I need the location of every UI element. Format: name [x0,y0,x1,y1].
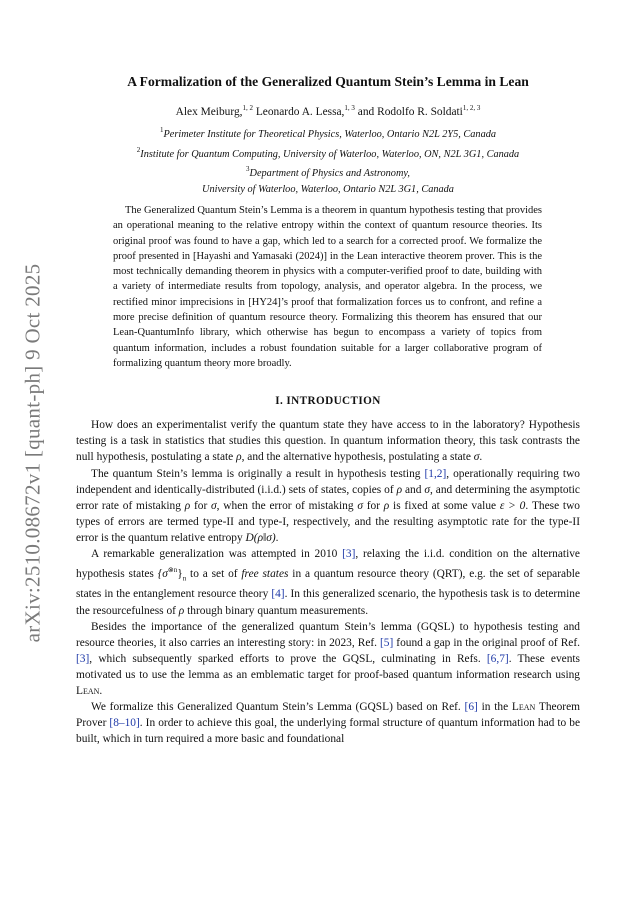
author-name: Rodolfo R. Soldati [377,106,463,118]
author-affiliation-mark: 1, 3 [344,104,355,112]
citation-link[interactable]: [3] [76,652,90,665]
author-conjunction: and [357,106,375,118]
affiliation-line [76,123,580,143]
citation-link[interactable]: 7] [499,652,509,665]
citation-link[interactable]: [1, [424,467,437,480]
paragraph: How does an experimentalist verify the quantum state they have access to in the laboratory? Hypothesis testing is a task in statistics that studies this question. In quantum information theory, this task contrasts the null hypothesis, postulating a state ρ, and the alternative hypothesis, postulating a state σ. [76,419,580,464]
abstract-text: The Generalized Quantum Stein’s Lemma is a theorem in quantum hypothesis testing that provides an operational meaning to the relative entropy within the context of quantum resource theories. Its original proof was found to have a gap, which led to a search for a corrected proof. We formalize the proof presented in [Hayashi and Yamasaki (2024)] in the Lean interactive theorem prover. This is the most technically demanding theorem in physics with a computer-verified proof to date, building with a variety of intermediate results from topology, analysis, and operator algebra. In the process, we rectified minor imprecisions in [HY24]’s proof that formalization forces us to confront, and refine a more precise definition of quantum resource theory. Formalizing this theorem has ensured that our Lean-QuantumInfo library, which otherwise has begun to encompass a variety of topics from quantum information, includes a robust foundation suitable for a larger collaborative program of formalizing quantum theory more broadly. [113,205,542,369]
author-name: Leonardo A. Lessa, [255,106,345,118]
citation-link[interactable]: [3] [342,548,356,561]
affiliation-text: University of Waterloo, Waterloo, Ontario N2L 3G1, Canada [202,183,454,195]
affiliation-mark: 2 [136,145,141,154]
citation-link[interactable]: [6, [486,652,500,665]
paragraph: We formalize this Generalized Quantum Stein’s Lemma (GQSL) based on Ref. [6] in the Lean Theorem Prover [8–10]. In order to achieve this goal, the underlying formal structure of quantum information had to be built, which in turn required a more basic and foundational [76,701,581,746]
affiliation-text: Perimeter Institute for Theoretical Physics, Waterloo, Ontario N2L 2Y5, Canada [163,129,497,140]
author-affiliation-mark: 1, 2, 3 [462,104,481,112]
citation-link[interactable]: [8–10] [109,717,140,730]
affiliation-line [76,143,580,163]
paragraph: Besides the importance of the generalized quantum Stein’s lemma (GQSL) to hypothesis testing and resource theories, it also carries an interesting story: in 2023, Ref. [5] found a gap in the original proof of Ref. [3], which subsequently sparked efforts to prove the GQSL, culminating in Refs. [6,7]. These events motivated us to use the lemma as an emblematic target for proof-based quantum information research using Lean. [76,620,580,698]
arxiv-sidebar [18,258,48,648]
affiliation-mark: 1 [159,126,164,134]
author-affiliation-mark: 1, 2 [242,104,253,112]
citation-link[interactable]: 2] [436,467,447,480]
author-list [76,104,580,118]
body-text [76,417,580,747]
author-name: Alex Meiburg, [175,106,243,118]
paper-title: A Formalization of the Generalized Quantum Stein’s Lemma in Lean [127,74,529,89]
paragraph: The quantum Stein’s lemma is originally a result in hypothesis testing [1,2], operationally requiring two independent and identically-distributed (i.i.d.) sets of states, copies of ρ and σ, and determining the asymptotic error rate of mistaking ρ for σ, when the error of mistaking σ for ρ is fixed at some value ε > 0. These two types of errors are termed type-II and type-I, respectively, and the resulting asymptotic rate for the type-II error is the quantum relative entropy D(ρ‖σ). [76,467,580,544]
citation-link[interactable]: [5] [380,636,394,649]
affiliation-text: Department of Physics and Astronomy, [249,168,410,179]
arxiv-identifier: arXiv:2510.08672v1 [quant-ph] 9 Oct 2025 [20,263,45,643]
section-heading: I. INTRODUCTION [275,395,381,408]
affiliations [76,123,580,197]
paragraph: A remarkable generalization was attempted in 2010 [3], relaxing the i.i.d. condition on the alternative hypothesis states $\{\sigma^{\otimes n}\}_n$ to a set of free states in a quantum resource theory (QRT), e.g. the set of separable states in the entanglement resource theory [4]. In this generalized scenario, the hypothesis task is to determine the resourcefulness of ρ through binary quantum measurements. [76,548,580,617]
paper-page [76,70,580,747]
citation-link[interactable]: [6] [464,701,478,714]
abstract [113,203,542,371]
affiliation-mark: 3 [246,165,250,173]
citation-link[interactable]: [4] [271,588,285,601]
affiliation-line [76,162,580,182]
affiliation-line [76,182,580,198]
affiliation-text: Institute for Quantum Computing, University of Waterloo, Waterloo, ON, N2L 3G1, Canada [140,148,520,160]
